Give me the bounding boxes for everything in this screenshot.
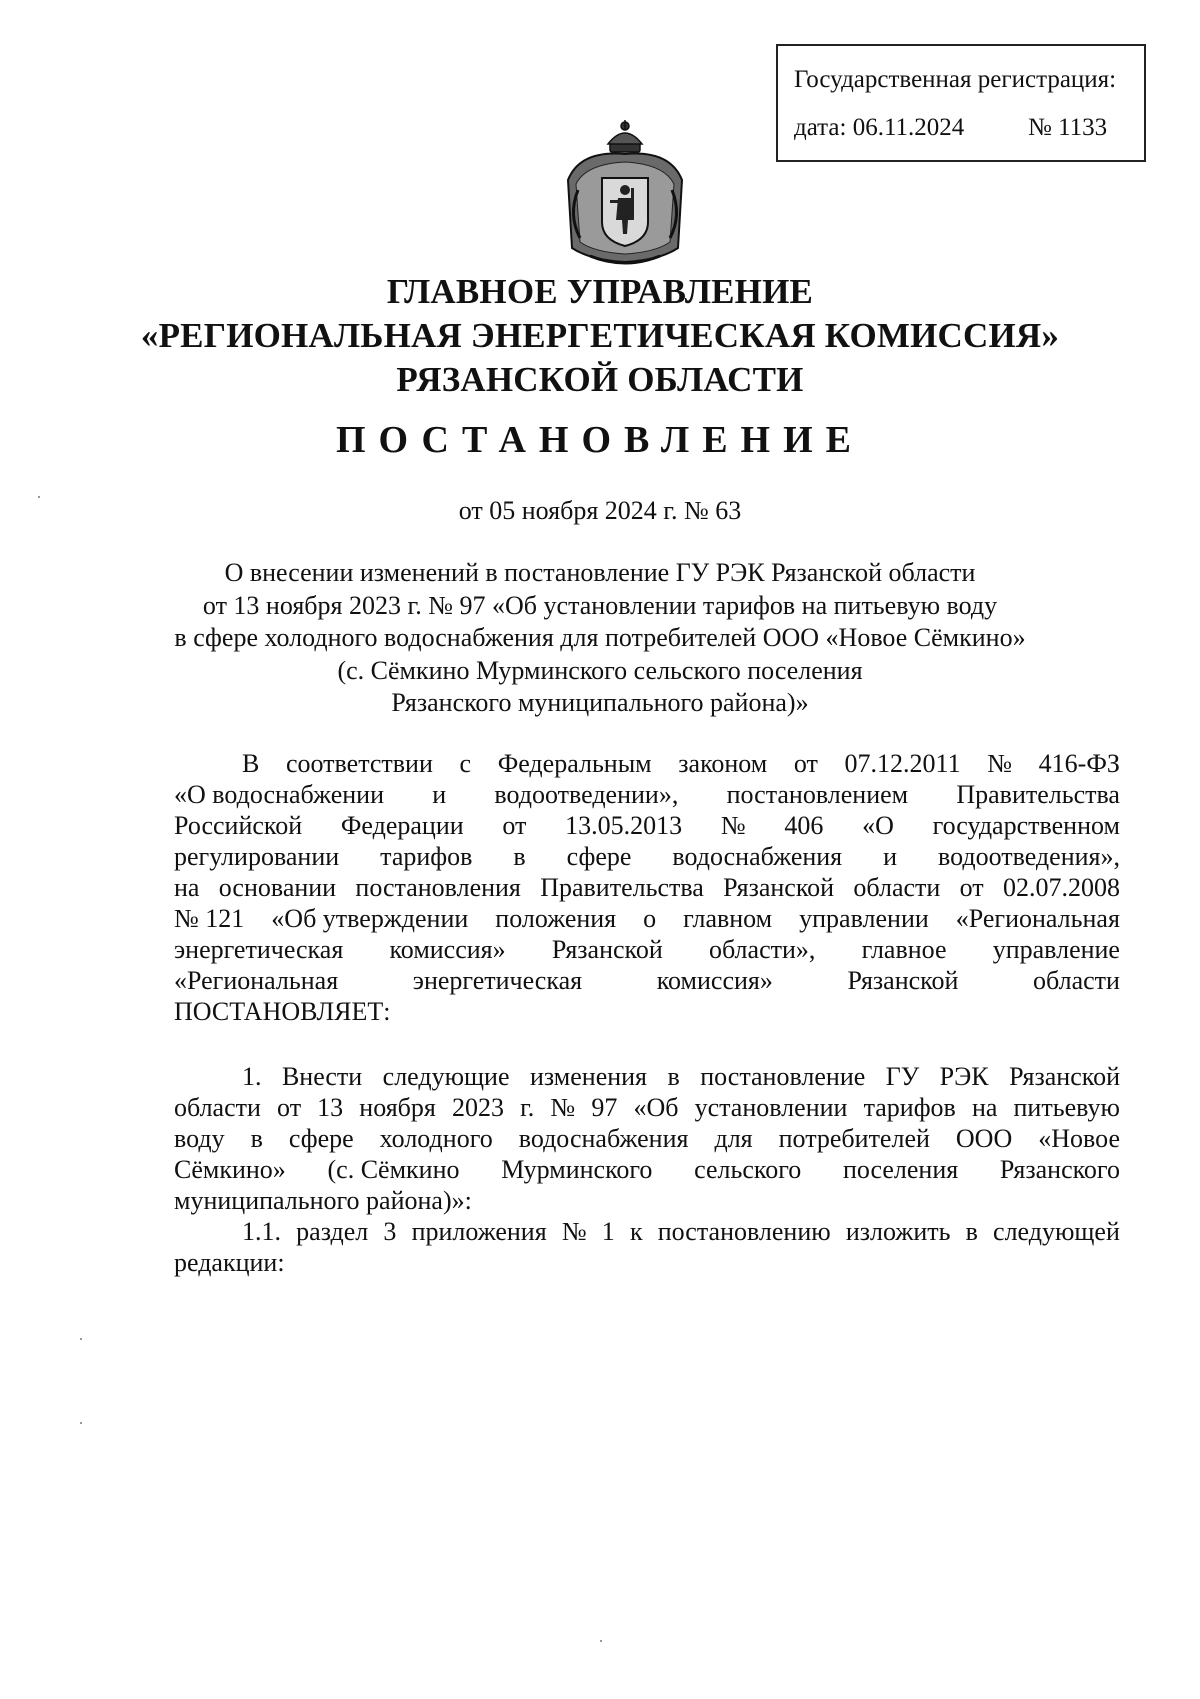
paragraph-word: от bbox=[502, 811, 527, 840]
paragraph-word: в bbox=[667, 1062, 680, 1091]
paragraph-word: 13.05.2013 bbox=[565, 811, 683, 840]
paragraph-word: ГУ bbox=[885, 1062, 920, 1091]
preamble-paragraph bbox=[174, 748, 1120, 1027]
paragraph-word: сельского bbox=[694, 1155, 802, 1184]
paragraph-word: области bbox=[853, 873, 941, 902]
paragraph-word: 13 bbox=[317, 1093, 344, 1122]
paragraph-word: поселения bbox=[842, 1155, 959, 1184]
paragraph-word: к bbox=[629, 1217, 643, 1246]
paragraph-word: тарифов bbox=[863, 1093, 956, 1122]
paragraph-word: постановлением bbox=[726, 780, 909, 809]
registration-date: дата: 06.11.2024 bbox=[794, 114, 965, 141]
paragraph-word: «Новое bbox=[1038, 1124, 1120, 1153]
paragraph-word: следующей bbox=[993, 1217, 1120, 1246]
paragraph-word: соответствии bbox=[285, 749, 433, 778]
paragraph-word: раздел bbox=[296, 1217, 369, 1246]
registration-stamp bbox=[776, 44, 1146, 162]
paragraph-line bbox=[174, 779, 1120, 810]
paragraph-word: Рязанского bbox=[999, 1155, 1120, 1184]
paragraph-last-line: муниципального района)»: bbox=[174, 1186, 472, 1215]
paragraph-word: № bbox=[987, 749, 1013, 778]
paragraph-word: Рязанской bbox=[847, 966, 959, 995]
paragraph-word: № bbox=[561, 1217, 587, 1246]
paragraph-word: «Об bbox=[633, 1093, 679, 1122]
registration-title: Государственная регистрация: bbox=[794, 66, 1117, 93]
paragraph-word: области», bbox=[708, 935, 816, 964]
paragraph-word: 07.12.2011 bbox=[844, 749, 961, 778]
subject-line: О внесении изменений в постановление ГУ РЭК Рязанской области bbox=[224, 558, 976, 587]
paragraph-line bbox=[174, 841, 1120, 872]
heading-line-3: РЯЗАНСКОЙ ОБЛАСТИ bbox=[396, 360, 804, 399]
paragraph-word: 97 bbox=[591, 1093, 618, 1122]
paragraph-word: на bbox=[971, 1093, 998, 1122]
scan-speck bbox=[38, 496, 40, 498]
paragraph-word: энергетическая bbox=[412, 966, 583, 995]
heading-line-1: ГЛАВНОЕ УПРАВЛЕНИЕ bbox=[386, 272, 814, 311]
paragraph-word: установлении bbox=[694, 1093, 848, 1122]
decree-subject bbox=[100, 557, 1100, 720]
paragraph-word: следующие bbox=[382, 1062, 510, 1091]
paragraph-word: «Региональная bbox=[174, 966, 339, 995]
paragraph-line bbox=[174, 872, 1120, 903]
paragraph-word: изменения bbox=[529, 1062, 648, 1091]
paragraph-word: водоотведения», bbox=[938, 842, 1120, 871]
paragraph-word: 2023 bbox=[451, 1093, 504, 1122]
paragraph-word: изложить bbox=[845, 1217, 951, 1246]
paragraph-word: водоснабжения bbox=[518, 1124, 689, 1153]
paragraph-word: управление bbox=[992, 935, 1120, 964]
paragraph-word: № bbox=[550, 1093, 576, 1122]
decree-date: от 05 ноября 2024 г. № 63 bbox=[458, 496, 742, 525]
paragraph-word: в bbox=[965, 1217, 978, 1246]
paragraph-word: положения bbox=[495, 904, 617, 933]
paragraph-word: от bbox=[959, 873, 984, 902]
paragraph-last-line: ПОСТАНОВЛЯЕТ: bbox=[174, 997, 391, 1026]
paragraph-word: 406 bbox=[784, 811, 824, 840]
paragraph-line bbox=[174, 965, 1120, 996]
subject-line: от 13 ноября 2023 г. № 97 «Об установлении тарифов на питьевую воду bbox=[202, 590, 998, 620]
paragraph-word: воду bbox=[174, 1124, 225, 1153]
paragraph-last-line: редакции: bbox=[174, 1248, 285, 1277]
paragraph-word: Рязанской bbox=[551, 935, 663, 964]
paragraph-word: 02.07.2008 bbox=[1002, 873, 1120, 902]
paragraph-line bbox=[174, 1061, 1120, 1092]
paragraph-word: Рязанской bbox=[1009, 1062, 1120, 1091]
paragraph-word: Сёмкино» bbox=[174, 1155, 286, 1184]
paragraph-word: холодного bbox=[379, 1124, 493, 1153]
paragraph-word: тарифов bbox=[380, 842, 473, 871]
paragraph-word: Федеральным bbox=[497, 749, 652, 778]
subject-line: Рязанского муниципального района)» bbox=[391, 688, 809, 717]
paragraph-word: в bbox=[513, 842, 526, 871]
paragraph-word: «Об утверждении bbox=[271, 904, 469, 933]
paragraph-word: № bbox=[720, 811, 746, 840]
paragraph-word: Правительства bbox=[956, 780, 1120, 809]
ryazan-coat-of-arms-icon bbox=[560, 120, 690, 270]
paragraph-line bbox=[174, 903, 1120, 934]
subject-line: (с. Сёмкино Мурминского сельского поселения bbox=[337, 655, 863, 685]
item-1-1-paragraph bbox=[174, 1216, 1120, 1278]
paragraph-word: 1.1. bbox=[242, 1217, 281, 1246]
paragraph-word: о bbox=[643, 904, 657, 933]
paragraph-word: «О bbox=[862, 811, 894, 840]
paragraph-word: постановления bbox=[355, 873, 521, 902]
paragraph-word: энергетическая bbox=[174, 935, 344, 964]
paragraph-line bbox=[174, 934, 1120, 965]
scan-speck bbox=[80, 1422, 82, 1424]
paragraph-word: области bbox=[1033, 966, 1120, 995]
paragraph-word: регулировании bbox=[174, 842, 340, 871]
registration-number: № 1133 bbox=[1028, 114, 1108, 141]
paragraph-word: Рязанской bbox=[723, 873, 835, 902]
paragraph-word: № 121 bbox=[174, 904, 245, 933]
paragraph-word: главном bbox=[683, 904, 773, 933]
paragraph-word: Внести bbox=[281, 1062, 363, 1091]
scan-speck bbox=[600, 1640, 602, 1642]
paragraph-word: 1 bbox=[601, 1217, 615, 1246]
paragraph-word: сфере bbox=[288, 1124, 354, 1153]
decree-title: ПОСТАНОВЛЕНИЕ bbox=[335, 419, 865, 461]
paragraph-word: и bbox=[883, 842, 898, 871]
paragraph-word: питьевую bbox=[1013, 1093, 1120, 1122]
paragraph-word: ООО bbox=[955, 1124, 1013, 1153]
paragraph-word: 416-ФЗ bbox=[1038, 749, 1120, 778]
paragraph-word: на bbox=[174, 873, 200, 902]
paragraph-word: г. bbox=[520, 1093, 535, 1122]
paragraph-word: законом bbox=[678, 749, 768, 778]
paragraph-word: области bbox=[174, 1093, 261, 1122]
paragraph-word: В bbox=[242, 749, 260, 778]
paragraph-word: комиссия» bbox=[389, 935, 506, 964]
paragraph-word: с bbox=[459, 749, 472, 778]
paragraph-word: постановлению bbox=[657, 1217, 831, 1246]
item-1-paragraph bbox=[174, 1061, 1120, 1216]
paragraph-word: основании bbox=[218, 873, 337, 902]
paragraph-word: (с. Сёмкино bbox=[327, 1155, 460, 1184]
paragraph-word: «О водоснабжении bbox=[174, 780, 384, 809]
paragraph-word: приложения bbox=[411, 1217, 547, 1246]
paragraph-word: водоснабжения bbox=[672, 842, 843, 871]
paragraph-word: от bbox=[793, 749, 818, 778]
paragraph-word: управлении bbox=[799, 904, 929, 933]
subject-line: в сфере холодного водоснабжения для потребителей ООО «Новое Сёмкино» bbox=[174, 623, 1026, 652]
paragraph-line bbox=[174, 1216, 1120, 1247]
paragraph-word: государственном bbox=[932, 811, 1120, 840]
paragraph-word: водоотведении», bbox=[494, 780, 679, 809]
scan-speck bbox=[80, 1338, 82, 1340]
paragraph-word: и bbox=[432, 780, 447, 809]
paragraph-word: РЭК bbox=[939, 1062, 989, 1091]
paragraph-word: комиссия» bbox=[656, 966, 773, 995]
paragraph-word: для bbox=[714, 1124, 753, 1153]
authority-heading bbox=[0, 270, 1200, 402]
paragraph-word: от bbox=[277, 1093, 302, 1122]
paragraph-word: 3 bbox=[383, 1217, 397, 1246]
paragraph-word: Российской bbox=[174, 811, 303, 840]
paragraph-word: в bbox=[250, 1124, 263, 1153]
paragraph-word: Федерации bbox=[340, 811, 464, 840]
paragraph-word: потребителей bbox=[778, 1124, 930, 1153]
paragraph-word: постановление bbox=[700, 1062, 866, 1091]
paragraph-line bbox=[174, 748, 1120, 779]
paragraph-word: «Региональная bbox=[955, 904, 1120, 933]
paragraph-line bbox=[174, 1123, 1120, 1154]
paragraph-word: ноября bbox=[359, 1093, 436, 1122]
paragraph-word: сфере bbox=[566, 842, 632, 871]
paragraph-word: главное bbox=[861, 935, 947, 964]
paragraph-word: 1. bbox=[242, 1062, 262, 1091]
paragraph-line bbox=[174, 810, 1120, 841]
paragraph-line bbox=[174, 1092, 1120, 1123]
paragraph-line bbox=[174, 1154, 1120, 1185]
heading-line-2: «РЕГИОНАЛЬНАЯ ЭНЕРГЕТИЧЕСКАЯ КОМИССИЯ» bbox=[140, 316, 1060, 355]
paragraph-word: Правительства bbox=[540, 873, 704, 902]
paragraph-word: Мурминского bbox=[501, 1155, 653, 1184]
